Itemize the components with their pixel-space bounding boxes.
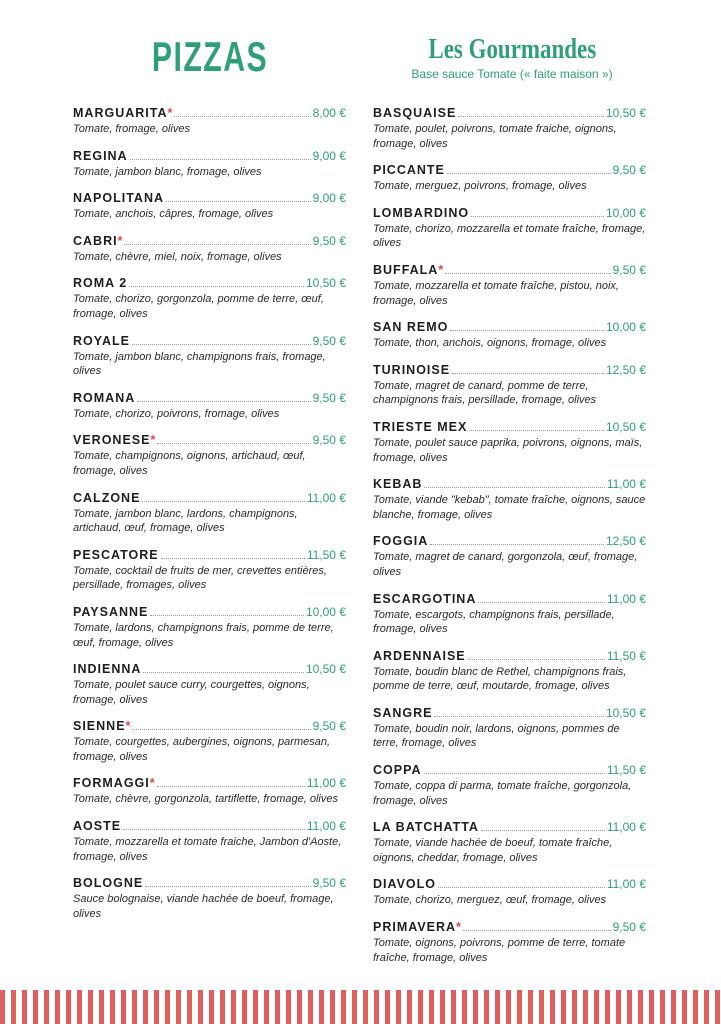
pizza-name: SAN REMO [373, 320, 449, 335]
menu-item-row [373, 820, 646, 836]
menu-item [373, 363, 646, 408]
pizza-price: 9,50 € [612, 163, 646, 178]
pizza-name: FOGGIA [373, 534, 429, 549]
menu-item [373, 163, 646, 194]
pizza-price: 11,50 € [606, 763, 646, 778]
dot-leader [174, 116, 310, 117]
pizza-price: 10,00 € [605, 320, 646, 335]
pizza-name: DIAVOLO [373, 877, 437, 892]
pizza-price: 9,50 € [312, 433, 346, 448]
pizza-description: Tomate, viande "kebab", tomate fraîche, oignons, sauce blanche, fromage, olives [373, 494, 646, 521]
gourmandes-title: Les Gourmandes [428, 34, 596, 65]
pizza-price: 11,00 € [606, 591, 646, 606]
dot-leader [157, 443, 310, 444]
pizza-price: 10,50 € [605, 705, 646, 720]
pizza-name: BASQUAISE [373, 106, 457, 120]
pizza-name: SIENNE [73, 719, 126, 734]
menu-item [373, 649, 646, 694]
pizza-price: 11,00 € [306, 776, 346, 791]
pizza-description: Tomate, fromage, olives [73, 123, 190, 135]
pizza-description: Tomate, mozzarella et tomate fraiche, Jambon d'Aoste, fromage, olives [73, 836, 342, 863]
dot-leader [132, 344, 311, 345]
pizza-name: CABRI [73, 233, 118, 248]
pizza-name: INDIENNA [73, 662, 142, 677]
menu-item [73, 548, 346, 593]
pizza-description: Tomate, lardons, champignons frais, pomme de terre, œuf, fromage, olives [73, 621, 334, 649]
pizza-name: TRIESTE MEX [373, 419, 468, 434]
pizza-description: Tomate, chorizo, poivrons, fromage, olives [73, 407, 280, 420]
menu-item [73, 662, 346, 707]
menu-item [373, 263, 646, 308]
menu-item-row [373, 649, 646, 665]
pizzas-title: PIZZAS [151, 33, 269, 80]
menu-item-row [73, 662, 346, 678]
menu-item-row [73, 391, 346, 407]
menu-item-row [373, 320, 646, 336]
pizza-price: 11,50 € [606, 648, 646, 663]
menu-item [373, 534, 646, 579]
menu-item-row [373, 534, 646, 550]
menu-item [73, 191, 346, 222]
striped-border [0, 990, 721, 1024]
pizza-price: 10,50 € [605, 106, 646, 120]
pizza-name: PICCANTE [373, 163, 445, 178]
pizza-price: 9,50 € [312, 719, 346, 734]
pizza-description: Tomate, chèvre, gorgonzola, tartiflette, fromage, olives [73, 793, 338, 806]
menu-item [373, 877, 646, 908]
vegetarian-star: * [150, 433, 156, 448]
menu-item [73, 776, 346, 807]
menu-item-row [373, 477, 646, 493]
pizza-description: Tomate, viande hachée de boeuf, tomate fraîche, oignons, cheddar, fromage, olives [373, 837, 613, 864]
pizza-name: ESCARGOTINA [373, 591, 477, 606]
pizza-description: Tomate, coppa di parma, tomate fraîche, gorgonzola, fromage, olives [373, 780, 632, 807]
pizza-description: Tomate, chèvre, miel, noix, fromage, olives [73, 250, 282, 263]
pizza-price: 11,00 € [306, 490, 346, 505]
menu-item [73, 876, 346, 921]
pizza-price: 9,00 € [312, 191, 346, 206]
vegetarian-star: * [117, 233, 123, 248]
pizza-name: ROMANA [73, 390, 136, 405]
right-menu-column [373, 106, 646, 977]
dot-leader [471, 216, 604, 217]
pizza-price: 9,50 € [312, 390, 346, 405]
menu-item [73, 819, 346, 864]
pizza-description: Tomate, chorizo, gorgonzola, pomme de terre, œuf, fromage, olives [73, 293, 324, 320]
dot-leader [129, 286, 304, 287]
vegetarian-star: * [438, 262, 444, 277]
pizza-name: TURINOISE [373, 362, 451, 377]
pizza-price: 9,00 € [312, 148, 346, 163]
menu-item [373, 820, 646, 865]
menu-item [73, 719, 346, 764]
left-menu-column [73, 106, 346, 933]
pizza-name: AOSTE [73, 819, 122, 834]
pizza-name: CALZONE [73, 490, 141, 505]
menu-item-row [373, 706, 646, 722]
pizza-description: Tomate, merguez, poivrons, fromage, olives [373, 180, 587, 193]
menu-item-row [73, 234, 346, 250]
dot-leader [478, 602, 604, 603]
menu-item-row [73, 605, 346, 621]
menu-item [373, 706, 646, 751]
pizza-price: 10,50 € [605, 419, 646, 434]
pizza-name: PRIMAVERA [373, 920, 457, 935]
pizza-price: 9,50 € [312, 876, 346, 891]
pizza-price: 10,00 € [605, 205, 646, 220]
pizza-price: 9,50 € [312, 333, 346, 348]
gourmandes-header [352, 34, 672, 81]
dot-leader [124, 244, 310, 245]
pizza-name: NAPOLITANA [73, 191, 165, 206]
dot-leader [447, 173, 611, 174]
pizza-name: BOLOGNE [73, 876, 144, 891]
dot-leader [137, 401, 310, 402]
dot-leader [434, 716, 603, 717]
pizza-name: ROMA 2 [73, 276, 128, 291]
pizza-price: 11,00 € [306, 819, 346, 834]
pizza-price: 11,00 € [606, 477, 646, 492]
pizza-description: Tomate, chorizo, mozzarella et tomate fraîche, fromage, olives [373, 222, 646, 250]
menu-item [73, 491, 346, 536]
menu-item [73, 149, 346, 180]
menu-item-row [373, 206, 646, 222]
pizza-price: 9,50 € [312, 233, 346, 248]
pizza-description: Tomate, jambon blanc, lardons, champignons, artichaud, œuf, fromage, olives [73, 507, 298, 535]
menu-item-row [373, 106, 646, 122]
menu-item-row [373, 763, 646, 779]
pizza-name: MARGUARITA [73, 106, 168, 120]
pizza-description: Tomate, magret de canard, gorgonzola, œuf, fromage, olives [373, 551, 638, 578]
pizza-description: Sauce bolognaise, viande hachée de boeuf, fromage, olives [73, 893, 334, 920]
pizza-price: 11,00 € [606, 820, 646, 835]
pizza-description: Tomate, oignons, poivrons, pomme de terre, tomate fraîche, fromage, olives [373, 937, 626, 964]
menu-item-row [73, 719, 346, 735]
menu-item [373, 592, 646, 637]
pizza-price: 12,50 € [605, 534, 646, 549]
menu-item [73, 605, 346, 650]
pizza-description: Tomate, thon, anchois, oignons, fromage, olives [373, 337, 607, 350]
pizza-description: Tomate, courgettes, aubergines, oignons, parmesan, fromage, olives [73, 736, 331, 763]
gourmandes-subtitle: Base sauce Tomate (« faite maison ») [411, 67, 613, 81]
pizza-description: Tomate, anchois, câpres, fromage, olives [73, 208, 274, 221]
dot-leader [161, 558, 305, 559]
menu-item [73, 276, 346, 321]
pizza-name: REGINA [73, 148, 128, 163]
pizza-name: KEBAB [373, 477, 423, 492]
menu-item-row [73, 776, 346, 792]
pizza-description: Tomate, magret de canard, pomme de terre, champignons frais, persillade, fromage, olives [373, 379, 597, 407]
pizza-price: 11,00 € [606, 877, 646, 892]
dot-leader [463, 930, 611, 931]
pizza-description: Tomate, escargots, champignons frais, persillade, fromage, olives [373, 608, 615, 636]
pizza-name: ROYALE [73, 333, 130, 348]
menu-item-row [373, 163, 646, 179]
dot-leader [452, 373, 604, 374]
dot-leader [469, 430, 604, 431]
dot-leader [132, 729, 310, 730]
menu-item-row [73, 334, 346, 350]
pizza-description: Tomate, poulet sauce curry, courgettes, oignons, fromage, olives [73, 679, 310, 706]
pizza-name: VERONESE [73, 433, 151, 448]
pizza-name: PAYSANNE [73, 604, 149, 619]
vegetarian-star: * [125, 719, 131, 734]
dot-leader [145, 886, 310, 887]
dot-leader [150, 615, 304, 616]
pizza-description: Tomate, cocktail de fruits de mer, crevettes entières, persillade, fromages, olives [73, 564, 327, 592]
menu-item [73, 106, 346, 137]
menu-item-row [73, 548, 346, 564]
pizza-price: 10,50 € [305, 662, 346, 677]
menu-item-row [73, 433, 346, 449]
dot-leader [424, 773, 605, 774]
menu-item [73, 234, 346, 265]
pizza-description: Tomate, jambon blanc, champignons frais, fromage, olives [73, 350, 326, 378]
pizza-description: Tomate, chorizo, merguez, œuf, fromage, olives [373, 894, 607, 907]
pizza-name: COPPA [373, 763, 422, 778]
pizza-price: 12,50 € [605, 362, 646, 377]
menu-item-row [373, 920, 646, 936]
pizza-price: 9,50 € [612, 262, 646, 277]
menu-item [373, 477, 646, 522]
pizza-description: Tomate, poulet sauce paprika, poivrons, oignons, maïs, fromage, olives [373, 436, 643, 464]
pizza-description: Tomate, jambon blanc, fromage, olives [73, 165, 262, 178]
vegetarian-star: * [167, 106, 173, 120]
dot-leader [157, 786, 305, 787]
menu-item-row [73, 491, 346, 507]
pizza-name: FORMAGGI [73, 776, 150, 791]
dot-leader [468, 659, 605, 660]
dot-leader [445, 273, 610, 274]
pizza-description: Tomate, boudin noir, lardons, oignons, pommes de terre, fromage, olives [373, 722, 620, 750]
menu-item-row [73, 191, 346, 207]
pizza-price: 11,50 € [306, 547, 346, 562]
menu-item-row [73, 876, 346, 892]
menu-item [373, 206, 646, 251]
dot-leader [142, 501, 304, 502]
menu-item [373, 763, 646, 808]
pizza-description: Tomate, poulet, poivrons, tomate fraiche, oignons, fromage, olives [373, 123, 617, 150]
pizza-price: 10,00 € [305, 604, 346, 619]
pizza-name: PESCATORE [73, 547, 159, 562]
menu-item [373, 420, 646, 465]
menu-item-row [373, 420, 646, 436]
menu-item-row [373, 877, 646, 893]
menu-item-row [73, 276, 346, 292]
pizza-description: Tomate, champignons, oignons, artichaud, œuf, fromage, olives [73, 450, 306, 477]
menu-item-row [373, 592, 646, 608]
pizza-description: Tomate, boudin blanc de Rethel, champignons frais, pomme de terre, œuf, moutarde, fromage, olives [373, 665, 627, 693]
dot-leader [424, 487, 604, 488]
pizza-name: ARDENNAISE [373, 648, 466, 663]
menu-item-row [73, 819, 346, 835]
dot-leader [458, 116, 604, 117]
pizza-name: LOMBARDINO [373, 205, 470, 220]
dot-leader [123, 829, 305, 830]
menu-item [73, 391, 346, 422]
menu-item-row [73, 106, 346, 122]
dot-leader [130, 159, 311, 160]
pizza-price: 10,50 € [305, 276, 346, 291]
menu-item [73, 334, 346, 379]
menu-item [73, 433, 346, 478]
dot-leader [430, 544, 604, 545]
pizza-name: LA BATCHATTA [373, 820, 479, 835]
pizza-name: BUFFALA [373, 262, 439, 277]
menu-item [373, 320, 646, 351]
menu-item-row [373, 363, 646, 379]
vegetarian-star: * [149, 776, 155, 791]
menu-item-row [73, 149, 346, 165]
pizza-name: SANGRE [373, 705, 433, 720]
vegetarian-star: * [456, 920, 461, 935]
dot-leader [450, 330, 604, 331]
pizza-price: 9,50 € [612, 920, 646, 935]
pizza-price: 8,00 € [312, 106, 346, 120]
menu-item [373, 920, 646, 965]
menu-item [373, 106, 646, 151]
dot-leader [166, 201, 311, 202]
dot-leader [481, 830, 605, 831]
pizza-description: Tomate, mozzarella et tomate fraîche, pistou, noix, fromage, olives [373, 279, 619, 307]
dot-leader [438, 887, 605, 888]
menu-item-row [373, 263, 646, 279]
dot-leader [143, 672, 304, 673]
